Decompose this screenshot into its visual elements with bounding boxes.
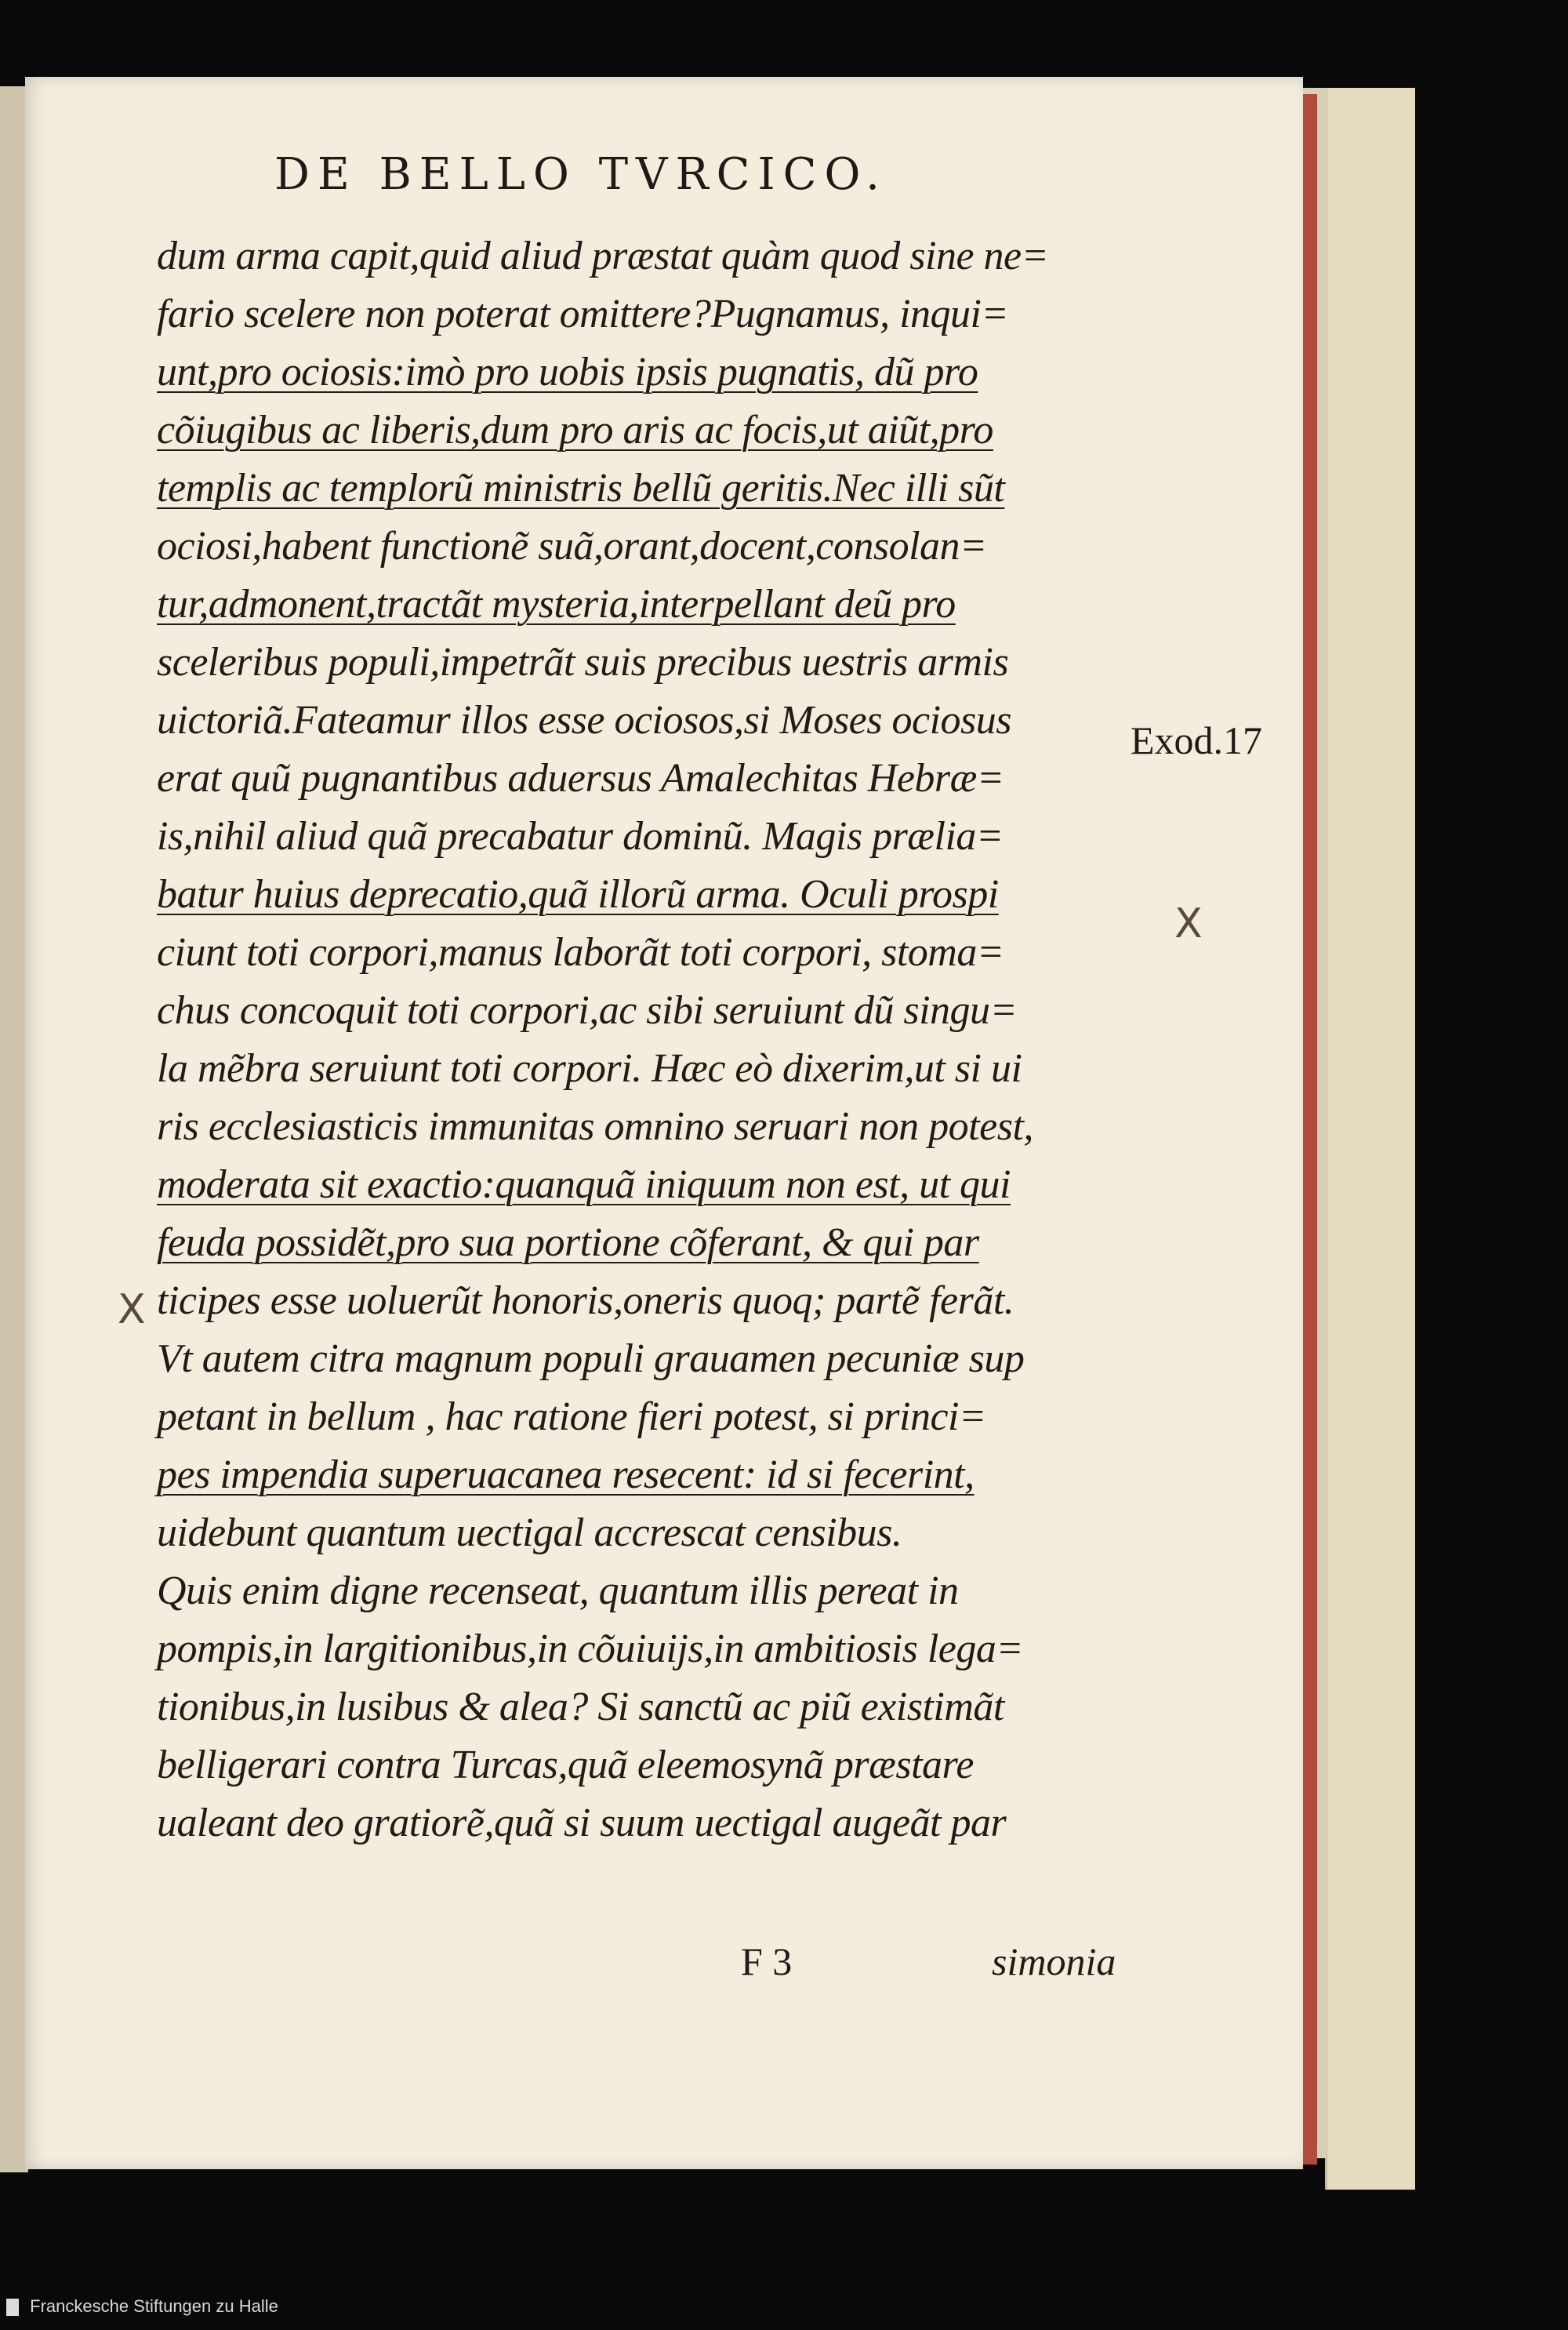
institution-credit — [6, 2296, 278, 2317]
handwritten-x-mark: X — [1174, 900, 1203, 947]
text-line: uictoriã.Fateamur illos esse ociosos,si Moses ociosus — [157, 698, 1012, 743]
text-line: pes impendia superuacanea resecent: id si fecerint, — [157, 1452, 975, 1497]
institution-logo-icon — [6, 2299, 19, 2316]
institution-name: Franckesche Stiftungen zu Halle — [30, 2296, 278, 2316]
text-line: belligerari contra Turcas,quã eleemosynã præstare — [157, 1743, 974, 1787]
text-line: ris ecclesiasticis immunitas omnino seruari non potest, — [157, 1104, 1033, 1149]
text-line: la mẽbra seruiunt toti corpori. Hæc eò dixerim,ut si ui — [157, 1046, 1022, 1091]
text-line: batur huius deprecatio,quã illorũ arma. Oculi prospi — [157, 872, 999, 917]
signature-mark: F 3 — [741, 1939, 793, 1983]
red-page-edge — [1303, 94, 1317, 2165]
text-line: fario scelere non poterat omittere?Pugnamus, inqui= — [157, 292, 1009, 336]
text-line: petant in bellum , hac ratione fieri potest, si princi= — [157, 1394, 986, 1439]
text-line: uidebunt quantum uectigal accrescat censibus. — [157, 1510, 902, 1555]
catchword: simonia — [992, 1939, 1116, 1983]
text-line: ociosi,habent functionẽ suã,orant,docent,consolan= — [157, 524, 987, 569]
text-line: dum arma capit,quid aliud præstat quàm quod sine ne= — [157, 234, 1049, 278]
text-line: ciunt toti corpori,manus laborãt toti corpori, stoma= — [157, 930, 1004, 975]
text-line: tur,admonent,tractãt mysteria,interpellant deũ pro — [157, 582, 956, 627]
text-line: ticipes esse uoluerũt honoris,oneris quoq; partẽ ferãt. — [157, 1278, 1014, 1323]
text-line: tionibus,in lusibus & alea? Si sanctũ ac piũ existimãt — [157, 1685, 1004, 1729]
text-line: Quis enim digne recenseat, quantum illis pereat in — [157, 1568, 959, 1613]
handwritten-x-mark: X — [118, 1286, 146, 1333]
text-line: chus concoquit toti corpori,ac sibi seruiunt dũ singu= — [157, 988, 1018, 1033]
text-line: cõiugibus ac liberis,dum pro aris ac focis,ut aiũt,pro — [157, 408, 993, 453]
running-header: DE BELLO TVRCICO. — [274, 149, 887, 200]
text-line: feuda possidẽt,pro sua portione cõferant, & qui par — [157, 1220, 979, 1265]
book-cover-edge — [1325, 88, 1415, 2190]
text-block — [157, 227, 1145, 1852]
text-line: unt,pro ociosis:imò pro uobis ipsis pugnatis, dũ pro — [157, 350, 978, 394]
text-line: pompis,in largitionibus,in cõuiuijs,in ambitiosis lega= — [157, 1627, 1023, 1671]
text-line: moderata sit exactio:quanquã iniquum non est, ut qui — [157, 1162, 1011, 1207]
text-line: is,nihil aliud quã precabatur dominũ. Magis prælia= — [157, 814, 1004, 859]
book-spine — [0, 86, 28, 2172]
margin-note: Exod.17 — [1131, 718, 1263, 762]
text-line: erat quũ pugnantibus aduersus Amalechitas Hebræ= — [157, 756, 1004, 801]
text-line: templis ac templorũ ministris bellũ geritis.Nec illi sũt — [157, 466, 1005, 511]
text-line: sceleribus populi,impetrãt suis precibus uestris armis — [157, 640, 1009, 685]
text-line: ualeant deo gratiorẽ,quã si suum uectigal augeãt par — [157, 1801, 1007, 1845]
text-line: Vt autem citra magnum populi grauamen pecuniæ sup — [157, 1336, 1025, 1381]
